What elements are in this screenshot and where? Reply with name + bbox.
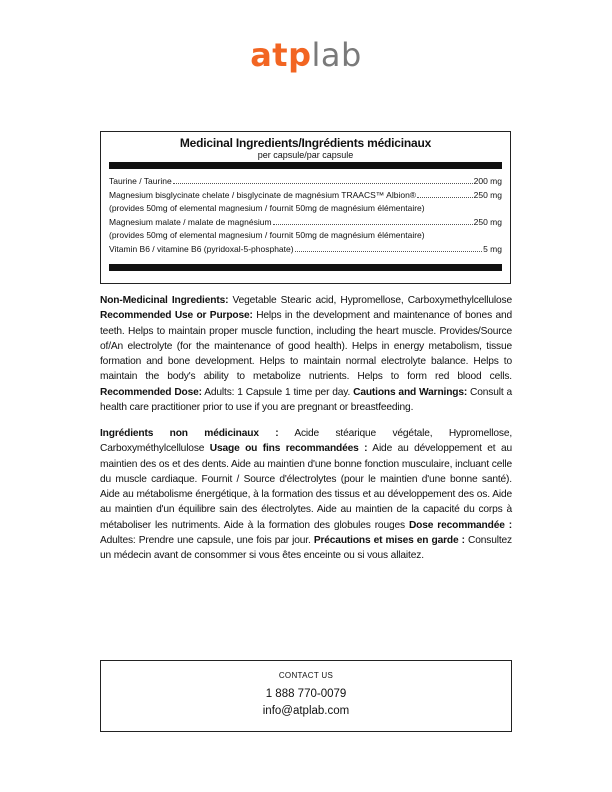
ingredient-name: Vitamin B6 / vitamine B6 (pyridoxal-5-phosphate) (109, 244, 294, 254)
nonmed-text-fr: Acide stéarique végétale, Hypromellose, Carboxyméthylcellulose (100, 428, 513, 455)
ingredient-row (109, 215, 502, 229)
top-rule (109, 162, 502, 169)
caution-label: Cautions and Warnings: (353, 386, 468, 398)
contact-box (100, 660, 512, 732)
contact-email: info@atplab.com (262, 705, 350, 717)
ingredient-note: (provides 50mg of elemental magnesium / fournit 50mg de magnésium élémentaire) (109, 230, 425, 240)
use-label: Recommended Use or Purpose: (100, 310, 253, 322)
use-label-fr: Usage ou fins recommandées : (209, 443, 368, 455)
use-text-fr: Aide au développement et au maintien des os et des dents. Aide au maintien d'une bonne fonction musculaire, incluant celle du muscle cardiaque. Fournit / Source d'électrolytes (pour le maintien d'une bonne santé). Aide au métabolisme énergétique, à la formation des tissus et au développement des os. Aide au maintien d'un équilibre sain des électrolytes. Aide au maintien de la capacité du corps à métaboliser les nutriments. Aide à la formation des globules rouges (100, 443, 512, 531)
ingredient-name: Magnesium bisglycinate chelate / bisglycinate de magnésium TRAACS™ Albion® (109, 190, 417, 200)
ingredient-amount: 5 mg (483, 244, 502, 254)
leader-dots (273, 215, 473, 225)
use-text: Helps in the development and maintenance of bones and teeth. Helps to maintain proper muscle function, including the heart muscle. Provides/Source of/An electrolyte (for the maintenance of good health). Helps in energy metabolism, tissue formation and bone development. Helps to maintain normal electrolyte balance. Helps to maintain the body's ability to metabolize nutrients. Helps to form red blood cells. (100, 310, 512, 383)
leader-dots (295, 242, 483, 252)
contact-title: CONTACT US (278, 671, 334, 680)
dose-text: Adults: 1 Capsule 1 time per day. (201, 386, 354, 398)
ingredient-row (109, 188, 502, 202)
nonmed-label: Non-Medicinal Ingredients: (100, 295, 229, 306)
logo-part-lab: lab (311, 36, 362, 74)
bottom-rule (109, 264, 502, 271)
ingredient-name: Taurine / Taurine (109, 176, 172, 186)
leader-dots (173, 174, 473, 184)
caution-text: Consult a health care practitioner prior to use if you are pregnant or breastfeeding. (100, 386, 512, 414)
contact-phone: 1 888 770-0079 (265, 688, 347, 700)
ingredient-name: Magnesium malate / malate de magnésium (109, 217, 272, 227)
french-label-text (100, 426, 512, 564)
nonmed-text: Vegetable Stearic acid, Hypromellose, Carboxymethylcellulose (228, 295, 512, 306)
panel-title: Medicinal Ingredients/Ingrédients médicinaux (179, 136, 432, 150)
caution-label-fr: Précautions et mises en garde : (313, 535, 465, 547)
panel-subtitle: per capsule/par capsule (257, 150, 354, 160)
dose-text-fr: Adultes: Prendre une capsule, une fois par jour. (100, 535, 314, 547)
ingredient-amount: 200 mg (473, 176, 502, 186)
ingredient-row (109, 242, 502, 256)
english-label-text (100, 293, 512, 415)
caution-text-fr: Consultez un médecin avant de consommer si vous êtes enceinte ou si vous allaitez. (100, 535, 512, 562)
brand-logo (0, 36, 612, 74)
medicinal-ingredients-panel (100, 131, 511, 284)
ingredient-amount: 250 mg (473, 190, 502, 200)
ingredient-note: (provides 50mg of elemental magnesium / fournit 50mg de magnésium élémentaire) (109, 203, 425, 213)
ingredient-row (109, 174, 502, 188)
nonmed-label-fr: Ingrédients non médicinaux : (100, 428, 279, 439)
leader-dots (417, 188, 473, 198)
dose-label-fr: Dose recommandée : (408, 519, 512, 531)
logo-part-atp: atp (250, 36, 312, 74)
dose-label: Recommended Dose: (100, 386, 202, 398)
ingredient-amount: 250 mg (473, 217, 502, 227)
